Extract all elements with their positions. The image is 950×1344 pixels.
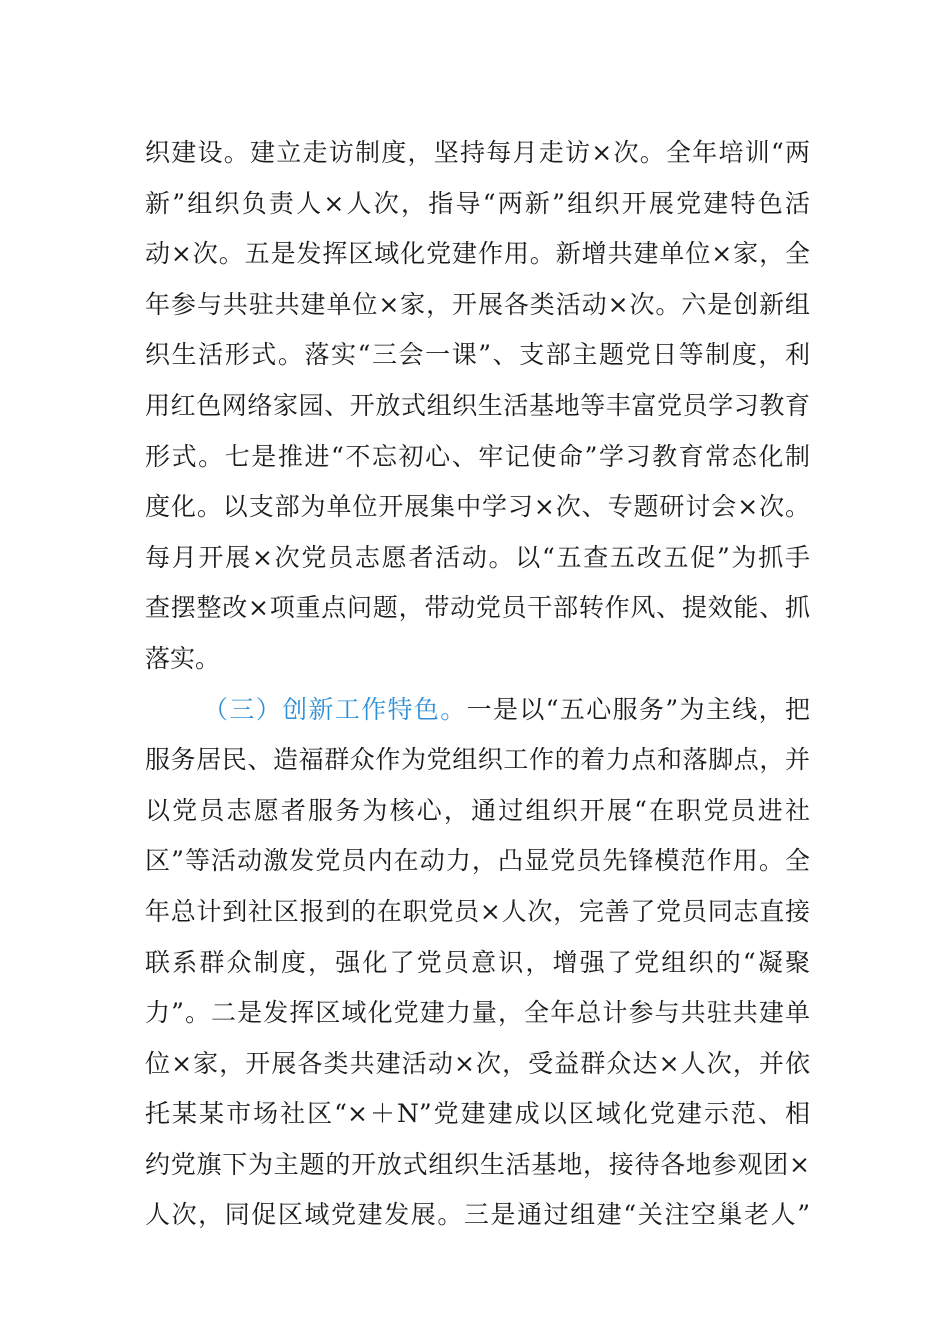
line-text: 服务居民、造福群众作为党组织工作的着力点和落脚点，并 [145,745,810,775]
paragraph-line [145,988,810,1039]
line-text: 形式。七是推进“不忘初心、牢记使命”学习教育常态化制 [145,441,810,471]
paragraph-line [145,938,810,989]
line-text: 织生活形式。落实“三会一课”、支部主题党日等制度，利 [145,340,810,370]
paragraph-line [145,634,810,685]
paragraph-line [145,280,810,331]
paragraph-line [145,1039,810,1090]
paragraph-line [145,128,810,179]
section-heading: （三）创新工作特色。 [203,694,467,724]
line-text: 动×次。五是发挥区域化党建作用。新增共建单位×家，全 [145,239,810,269]
line-text: 查摆整改×项重点问题，带动党员干部转作风、提效能、抓 [145,593,810,623]
line-text: 年总计到社区报到的在职党员×人次，完善了党员同志直接 [145,896,810,926]
line-text: 以党员志愿者服务为核心，通过组织开展“在职党员进社 [145,795,810,825]
line-text: 约党旗下为主题的开放式组织生活基地，接待各地参观团× [145,1149,810,1179]
line-text: 托某某市场社区“×＋N”党建建成以区域化党建示范、相 [145,1099,810,1129]
paragraph-line [145,482,810,533]
paragraph-line [145,735,810,786]
paragraph-line [145,330,810,381]
line-text: 新”组织负责人×人次，指导“两新”组织开展党建特色活 [145,188,810,218]
paragraph-line [145,179,810,230]
paragraph-line [145,229,810,280]
paragraph-line [145,887,810,938]
line-text: 用红色网络家园、开放式组织生活基地等丰富党员学习教育 [145,390,810,420]
line-text: 年参与共驻共建单位×家，开展各类活动×次。六是创新组 [145,289,810,319]
paragraph-line [145,381,810,432]
paragraph-line [145,786,810,837]
body-text [145,128,810,1241]
line-text: 每月开展×次党员志愿者活动。以“五查五改五促”为抓手 [145,542,810,572]
paragraph-line [145,432,810,483]
line-text: 联系群众制度，强化了党员意识，增强了党组织的“凝聚 [145,947,810,977]
paragraph-line [145,1140,810,1191]
paragraph-line [145,836,810,887]
line-text: 一是以“五心服务”为主线，把 [466,694,810,724]
line-text: 织建设。建立走访制度，坚持每月走访×次。全年培训“两 [145,138,810,167]
line-text: 人次，同促区域党建发展。三是通过组建“关注空巢老人” [145,1200,810,1230]
paragraph-line [145,1190,810,1241]
line-text: 位×家，开展各类共建活动×次，受益群众达×人次，并依 [145,1048,810,1078]
line-text: 力”。二是发挥区域化党建力量，全年总计参与共驻共建单 [145,998,810,1028]
line-text: 度化。以支部为单位开展集中学习×次、专题研讨会×次。 [145,492,810,522]
paragraph-line [145,533,810,584]
line-text: 落实。 [145,643,221,673]
line-text: 区”等活动激发党员内在动力，凸显党员先锋模范作用。全 [145,846,810,876]
paragraph-line [145,1089,810,1140]
section-heading-line [145,685,810,736]
paragraph-line [145,583,810,634]
